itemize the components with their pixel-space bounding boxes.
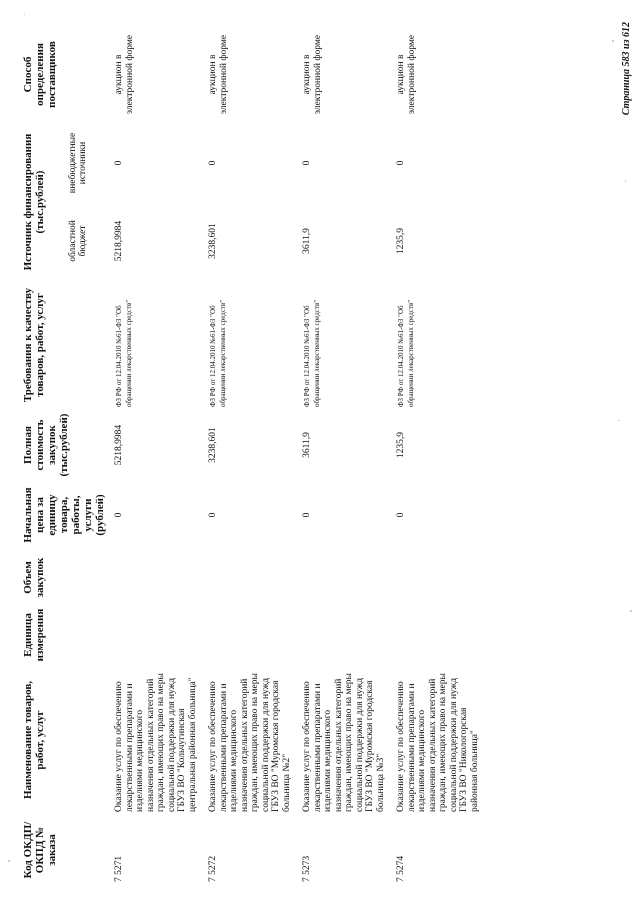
row-volume	[108, 550, 202, 605]
row-code: 7 5274	[396, 855, 406, 882]
table-row	[202, 25, 296, 885]
header-row	[20, 25, 64, 885]
row-volume	[390, 550, 484, 605]
scan-speck	[618, 420, 620, 421]
header-method: Способ определения поставщиков	[22, 41, 58, 108]
header-name: Наименование товаров, работ, услуг	[22, 680, 46, 800]
row-total: 5218,9984	[114, 424, 124, 466]
row-total: 1235,9	[396, 431, 406, 459]
row-requirements: ФЗ РФ от 12.04.2010 №61-ФЗ "Об обращении лекарственных средств"	[209, 299, 227, 407]
row-name: Оказание услуг по обеспечению лекарственными препаратами и изделиями медицинского назначения отдельных категорий граждан, имеющих право на меры социальной поддержки для нужд ГБУЗ ВО "Никологорская районная больница"	[396, 673, 480, 812]
page-number: Страница 583 из 612	[621, 22, 632, 116]
procurement-table	[20, 25, 484, 885]
header-price: Начальная цена за единицу товара, работы, услуги (рублей)	[22, 487, 106, 543]
scan-speck	[625, 180, 626, 182]
header-requirements: Требования к качеству товаров, работ, услуг	[22, 287, 46, 403]
row-price: 0	[114, 512, 124, 518]
scan-speck	[630, 610, 632, 612]
row-price: 0	[396, 512, 406, 518]
row-extra: 0	[208, 160, 218, 166]
row-volume	[296, 550, 390, 605]
header-funding-regional: областной бюджет	[68, 220, 88, 262]
row-price: 0	[302, 512, 312, 518]
scan-speck	[612, 40, 614, 42]
header-funding-extra: внебюджетные источники	[68, 132, 88, 194]
scan-speck	[24, 14, 25, 15]
row-extra: 0	[396, 160, 406, 166]
row-regional: 5218,9984	[114, 220, 124, 262]
header-code: Код ОКДП/ ОКПД № заказа	[22, 821, 58, 879]
table-row	[390, 25, 484, 885]
row-method: аукцион в электронной форме	[302, 34, 323, 115]
row-code: 7 5271	[114, 855, 124, 882]
row-total: 3611,9	[302, 432, 312, 458]
header-total: Полная стоимость закупок (тыс.рублей)	[22, 413, 70, 477]
row-method: аукцион в электронной форме	[208, 34, 229, 115]
row-name: Оказание услуг по обеспечению лекарственными препаратами и изделиями медицинского назначения отдельных категорий граждан, имеющих право на меры социальной поддержки для нужд ГБУЗ ВО "Кольчугинская центральная районная больница"	[114, 673, 198, 812]
row-unit	[202, 605, 296, 665]
row-regional: 3238,601	[208, 223, 218, 259]
row-requirements: ФЗ РФ от 12.04.2010 №61-ФЗ "Об обращении лекарственных средств"	[397, 299, 415, 407]
header-unit: Единица измерения	[22, 608, 46, 662]
table-row	[296, 25, 390, 885]
header-funding: Источник финансирования (тыс.рублей)	[22, 133, 46, 271]
row-method: аукцион в электронной форме	[114, 34, 135, 115]
row-requirements: ФЗ РФ от 12.04.2010 №61-ФЗ "Об обращении лекарственных средств"	[303, 299, 321, 407]
row-regional: 1235,9	[396, 227, 406, 255]
row-name: Оказание услуг по обеспечению лекарственными препаратами и изделиями медицинского назначения отдельных категорий граждан, имеющих право на меры социальной поддержки для нужд ГБУЗ ВО "Муромская городская больница №2"	[208, 673, 292, 812]
header-volume: Объем закупок	[22, 557, 46, 598]
row-unit	[108, 605, 202, 665]
row-volume	[202, 550, 296, 605]
row-requirements: ФЗ РФ от 12.04.2010 №61-ФЗ "Об обращении лекарственных средств"	[115, 299, 133, 407]
row-extra: 0	[302, 160, 312, 166]
row-unit	[296, 605, 390, 665]
table-row	[108, 25, 202, 885]
row-extra: 0	[114, 160, 124, 166]
scan-speck	[8, 860, 10, 862]
row-code: 7 5273	[302, 855, 312, 882]
row-price: 0	[208, 512, 218, 518]
row-unit	[390, 605, 484, 665]
row-name: Оказание услуг по обеспечению лекарственными препаратами и изделиями медицинского назначения отдельных категорий граждан, имеющих право на меры социальной поддержки для нужд ГБУЗ ВО "Муромская городская больница №3"	[302, 673, 386, 812]
row-total: 3238,601	[208, 427, 218, 463]
row-code: 7 5272	[208, 855, 218, 882]
row-method: аукцион в электронной форме	[396, 34, 417, 115]
row-regional: 3611,9	[302, 228, 312, 254]
